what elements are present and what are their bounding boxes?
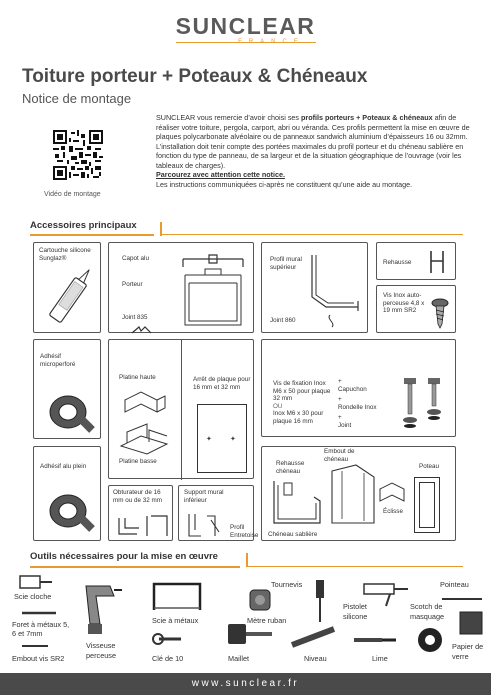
rehausse-icon — [427, 249, 447, 275]
box-support — [178, 485, 259, 541]
label-ou: OU — [273, 403, 283, 410]
label-embout-cheneau: Embout de chéneau — [324, 448, 355, 463]
wrench-icon — [153, 630, 185, 648]
hole-mark-icon: ✦ — [230, 436, 236, 443]
label-profil-mural: Profil mural supérieur — [270, 256, 302, 271]
obturateur-icon — [117, 514, 171, 538]
tool-visseuse: Visseuse perceuse — [86, 641, 117, 660]
alu-tape-icon — [44, 487, 94, 537]
tool-metre: Mètre ruban — [247, 616, 287, 625]
label-platine-basse: Platine basse — [119, 458, 157, 465]
label-vis-fixation: Vis de fixation Inox M6 x 50 pour plaque 32 mm — [273, 380, 331, 402]
accessories-rule-long — [160, 234, 463, 235]
poteau-shape — [414, 477, 440, 533]
label-plus1: + — [338, 378, 342, 385]
tool-cle: Clé de 10 — [152, 654, 184, 663]
arret-plaque-shape — [197, 404, 247, 473]
logo-divider — [176, 42, 316, 43]
qr-label: Vidéo de montage — [44, 191, 101, 198]
tool-niveau: Niveau — [304, 654, 327, 663]
label-arret: Arrêt de plaque pour 16 mm et 32 mm — [193, 376, 251, 391]
tool-embout: Embout vis SR2 — [12, 654, 65, 663]
tool-scotch: Scotch de masquage — [410, 602, 445, 621]
platine-basse-icon — [119, 428, 171, 458]
tool-papier: Papier de verre — [452, 642, 484, 661]
hole-saw-icon — [18, 572, 54, 592]
box-adhesif-plein — [33, 446, 101, 541]
label-platine-haute: Platine haute — [119, 374, 156, 381]
label-rondelle: Rondelle Inox — [338, 404, 377, 411]
tools-tick — [246, 553, 248, 567]
intro-p3: Parcourez avec attention cette notice. — [156, 170, 286, 179]
box-adhesif-micro — [33, 339, 101, 439]
intro-p1-b: profils porteurs + Poteaux & chéneaux — [301, 113, 433, 122]
support-icon — [185, 512, 231, 540]
joint835-icon — [131, 325, 153, 335]
label-plus3: + — [338, 414, 342, 421]
tool-tournevis: Tournevis — [271, 580, 303, 589]
box-vis-fixation — [261, 339, 456, 437]
label-rehausse: Rehausse — [383, 259, 412, 266]
footer-url[interactable]: www.sunclear.fr — [0, 673, 491, 695]
intro-text — [156, 113, 472, 189]
screwdriver-icon — [314, 578, 326, 624]
label-adhesif-micro: Adhésif microperforé — [40, 353, 76, 368]
porteur-profile-icon — [179, 253, 247, 329]
label-support: Support mural inférieur — [184, 489, 224, 504]
tool-maillet: Maillet — [228, 654, 250, 663]
label-porteur: Porteur — [122, 281, 143, 288]
box-porteur — [108, 242, 254, 333]
tool-pointeau: Pointeau — [440, 580, 469, 589]
sandpaper-icon — [458, 610, 484, 636]
platine-haute-icon — [121, 388, 169, 418]
box-cartouche — [33, 242, 101, 333]
embout-icon — [328, 463, 378, 529]
silicone-cartridge-icon — [44, 271, 92, 329]
accessories-heading: Accessoires principaux — [30, 220, 137, 231]
label-capot: Capot alu — [122, 255, 149, 262]
tools-rule-short — [30, 566, 240, 568]
brand-logo — [0, 14, 491, 45]
intro-p4: Les instructions communiquées ci-après ne constituent qu’une aide au montage. — [156, 179, 413, 189]
drill-icon — [82, 580, 122, 638]
label-obturateur: Obturateur de 16 mm ou de 32 mm — [113, 489, 162, 504]
tools-rule — [246, 566, 463, 567]
label-vis-inox: Vis Inox auto-perceuse 4,8 x 19 mm SR2 — [383, 292, 425, 314]
box-vis-inox — [376, 285, 456, 333]
box-profil-mural — [261, 242, 368, 333]
label-poteau: Poteau — [419, 463, 439, 470]
file-icon — [352, 632, 398, 646]
page-title: Toiture porteur + Poteaux & Chéneaux — [22, 66, 368, 87]
page-subtitle: Notice de montage — [22, 91, 132, 106]
intro-p2: L’installation doit tenir compte des portées maximales du profil porteur et du chéneau sablière en fonction du type de panneau, de sa largeur et de la situation géographique de l’ouvrage (voir les tableaux de charges). — [156, 141, 464, 170]
tool-lime: Lime — [372, 654, 388, 663]
eclisse-icon — [378, 481, 406, 505]
label-profil-entretoise: Profil Entretoise — [230, 524, 259, 539]
label-vis-fixation2: Inox M6 x 30 pour plaque 16 mm — [273, 410, 324, 425]
micro-tape-icon — [44, 390, 94, 434]
box-obturateur — [108, 485, 173, 541]
label-cheneau-sabliere: Chéneau sablière — [268, 531, 318, 538]
brand-name: SUNCLEAR — [175, 13, 316, 39]
drill-bit-icon — [20, 608, 58, 618]
hole-mark-icon: ✦ — [206, 436, 212, 443]
screw-icon — [427, 298, 453, 330]
wall-profile-icon — [306, 251, 366, 329]
label-plus2: + — [338, 396, 342, 403]
tools-heading: Outils nécessaires pour la mise en œuvre — [30, 551, 218, 562]
box-platines — [108, 339, 254, 479]
masking-tape-icon — [416, 626, 446, 656]
hacksaw-icon — [150, 580, 208, 614]
tool-scie-cloche: Scie cloche — [14, 592, 52, 601]
intro-p1-c: afin de réaliser votre toiture, pergola, carport, abri ou véranda. Ces profils permettent la mise en œuvre de plaques polycarbonate alvéolaire ou de panneaux sandwich aluminium d’épaisseurs 16 ou 32mm. — [156, 113, 470, 141]
box-cheneau — [261, 446, 456, 541]
label-joint860: Joint 860 — [270, 317, 296, 324]
label-capuchon: Capuchon — [338, 386, 367, 393]
intro-p1-a: SUNCLEAR vous remercie d’avoir choisi ses — [156, 113, 301, 122]
label-rehausse-cheneau: Rehausse chéneau — [276, 460, 305, 475]
tape-measure-icon — [248, 586, 276, 614]
label-eclisse: Éclisse — [383, 508, 403, 515]
label-joint: Joint — [338, 422, 352, 429]
cheneau-profile-icon — [270, 479, 324, 529]
tool-pistolet: Pistolet silicone — [343, 602, 368, 621]
bolts-icon — [400, 376, 450, 436]
accessories-rule — [30, 234, 154, 236]
label-joint835: Joint 835 — [122, 314, 148, 321]
tool-scie-metaux: Scie à métaux — [152, 616, 199, 625]
platines-divider — [181, 340, 182, 480]
qr-code-icon[interactable] — [53, 130, 103, 180]
level-icon — [290, 625, 336, 649]
label-adhesif-plein: Adhésif alu plein — [40, 463, 87, 470]
tool-foret: Foret à métaux 5, 6 et 7mm — [12, 620, 70, 638]
bit-icon — [20, 642, 50, 650]
label-cartouche: Cartouche silicone Sunglaz® — [39, 247, 91, 262]
box-rehausse — [376, 242, 456, 280]
